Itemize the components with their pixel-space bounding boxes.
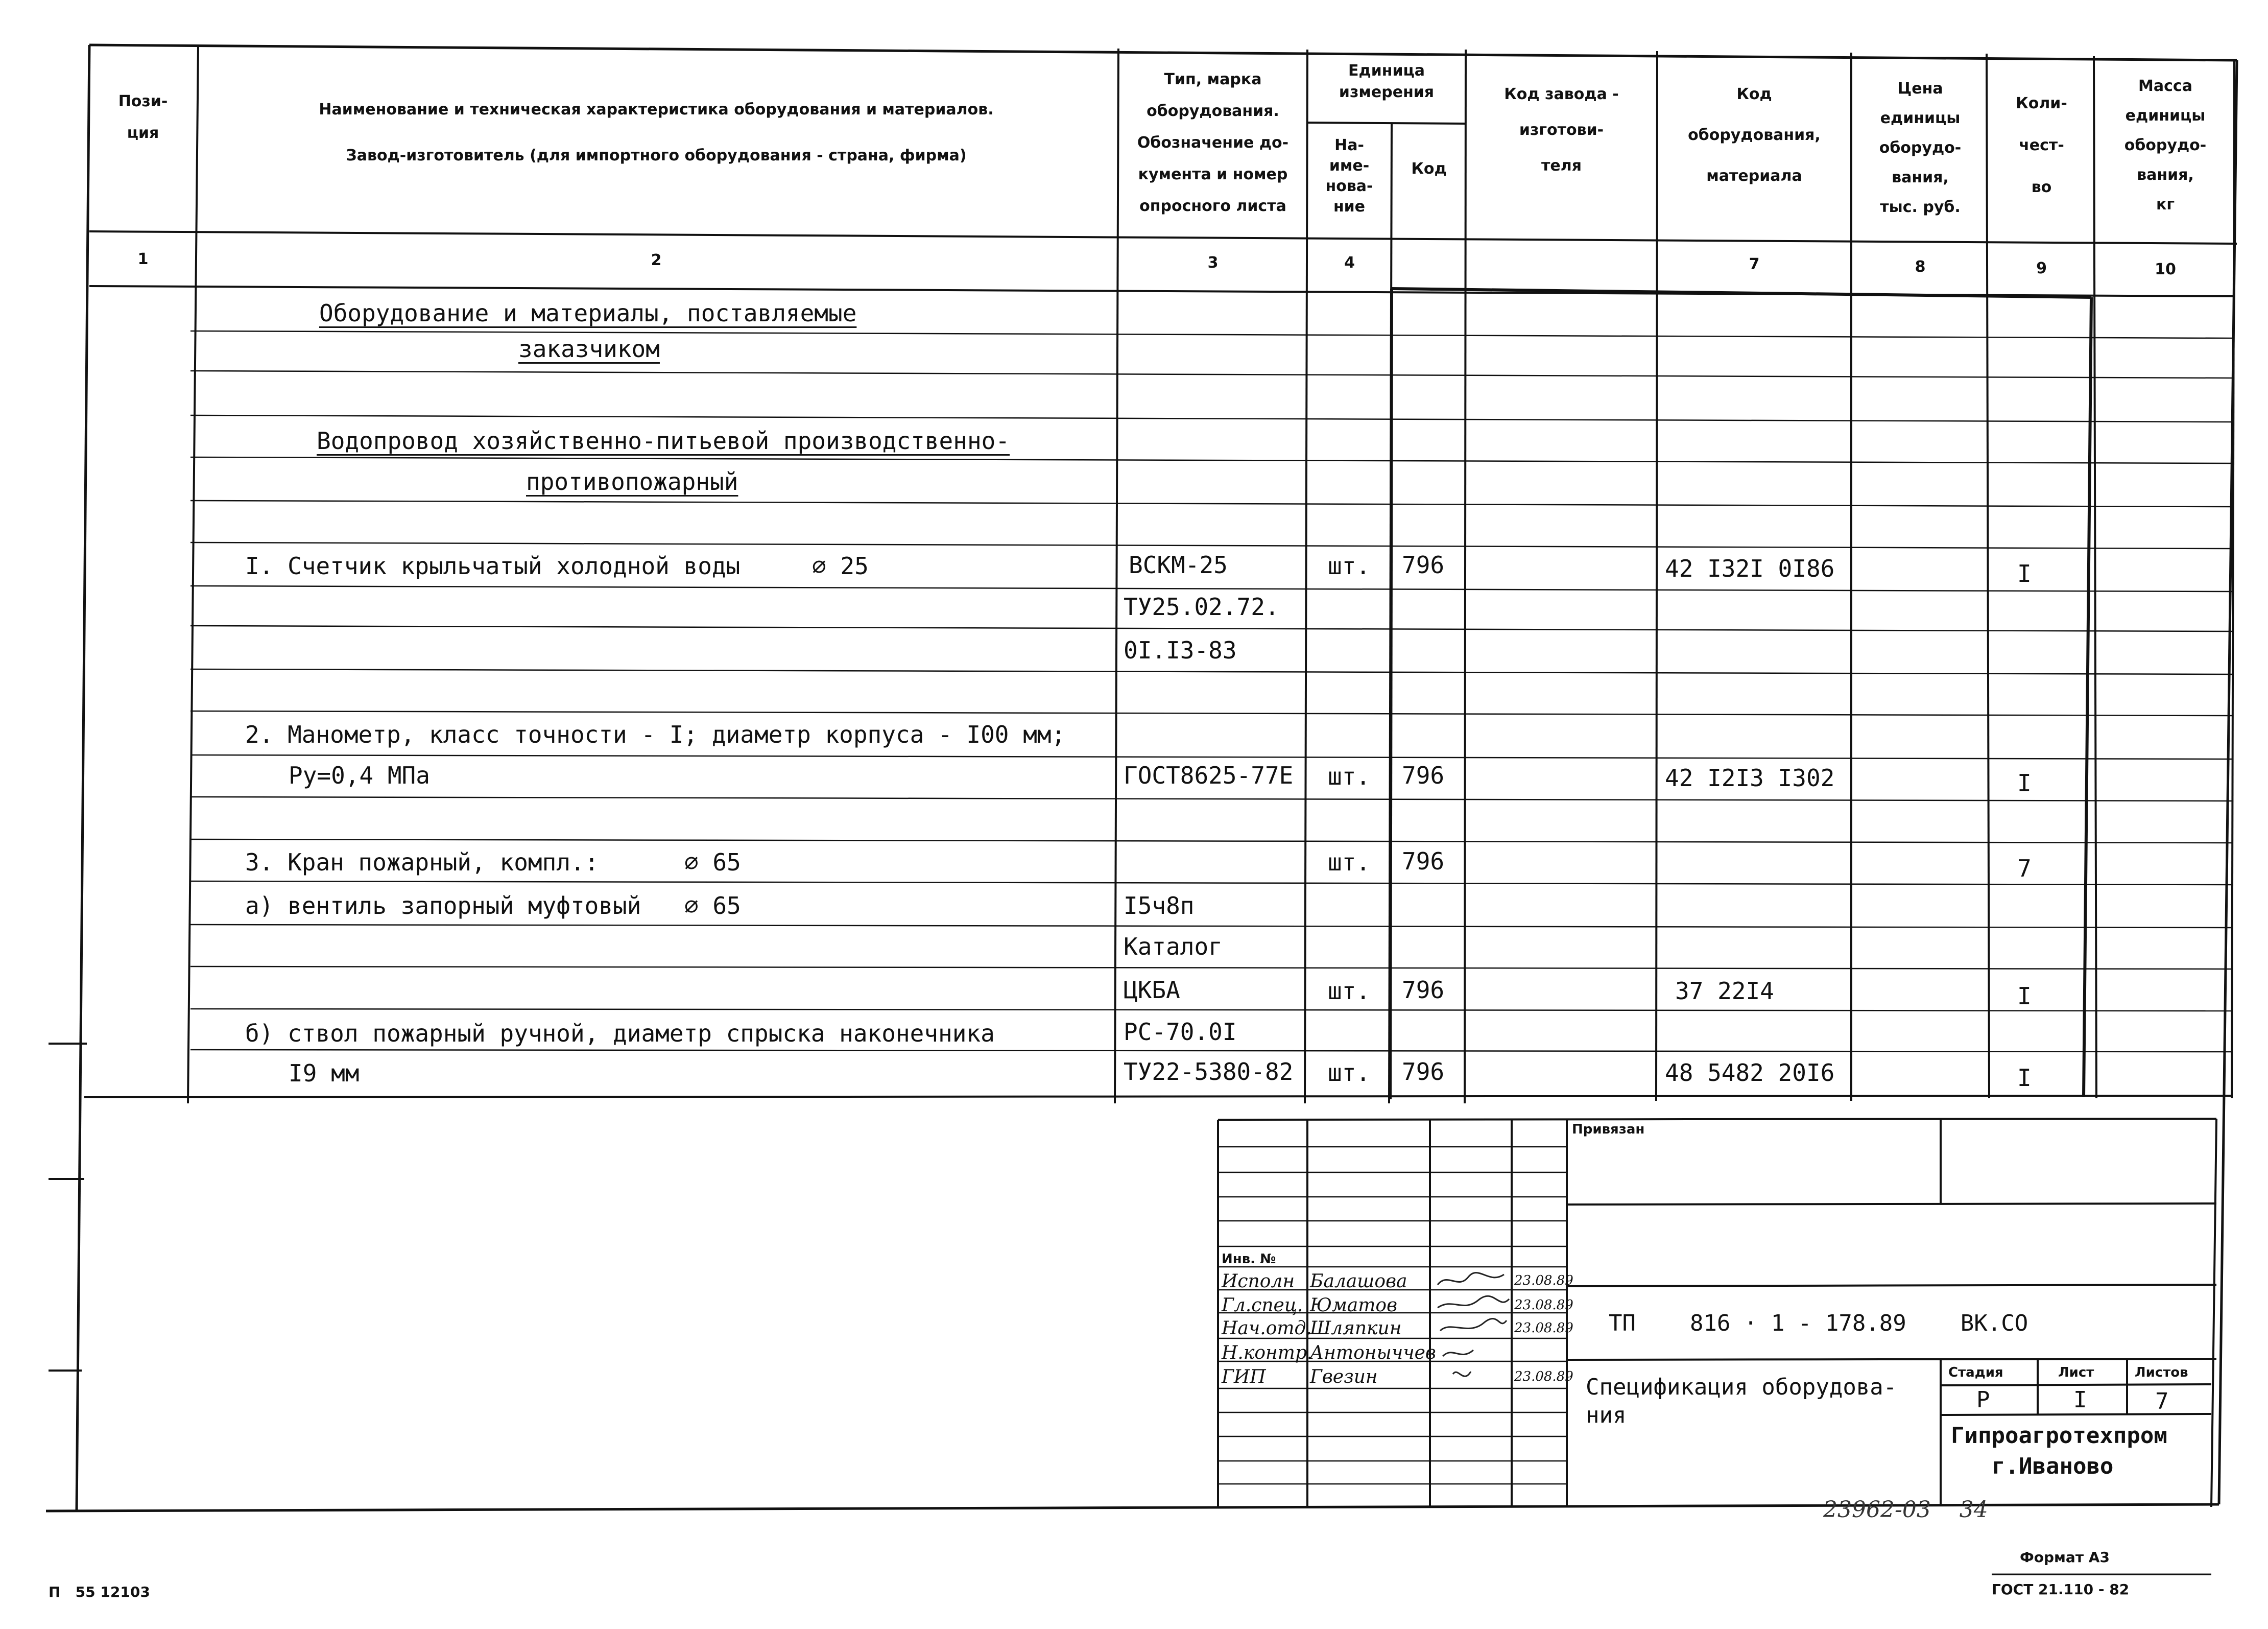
item3a-type-1: I5ч8п: [1124, 892, 1195, 919]
section-heading-water-supply-line1: Водопровод хозяйственно-питьевой производственно-: [317, 427, 1010, 455]
header-price-line1: Цена: [1897, 80, 1943, 98]
item3b-name-2: I9 мм: [289, 1059, 360, 1087]
signatures: [1433, 1269, 1514, 1392]
name-chief-engineer: Гвезин: [1310, 1366, 1378, 1387]
header-unit-name-line4: ние: [1333, 198, 1366, 216]
date-chief-engineer: 23.08.89: [1514, 1369, 1573, 1384]
col-number-10: 10: [2155, 261, 2176, 278]
header-unit-group-line1: Единица: [1348, 62, 1425, 80]
document-title-line1: Спецификация оборудова-: [1586, 1374, 1897, 1400]
header-name-line2: Завод-изготовитель (для импортного оборудования - страна, фирма): [346, 147, 967, 164]
header-type-line3: Обозначение до-: [1137, 134, 1289, 152]
col-number-7: 7: [1749, 255, 1760, 273]
item3b-type-2: ТУ22-5380-82: [1124, 1058, 1294, 1085]
item2-type: ГОСТ8625-77Е: [1124, 762, 1294, 789]
item2-quantity: I: [2017, 769, 2032, 797]
col-number-9: 9: [2036, 259, 2047, 277]
item2-unit-code: 796: [1402, 762, 1445, 789]
item3-diameter: ⌀ 65: [684, 848, 741, 876]
archive-stamp: П 55 12103: [49, 1584, 150, 1600]
header-unit-code: Код: [1411, 160, 1447, 178]
item1-name: I. Счетчик крыльчатый холодной воды: [245, 552, 741, 580]
header-mass-line2: единицы: [2125, 107, 2206, 125]
item3a-name: а) вентиль запорный муфтовый: [245, 892, 641, 919]
role-chief-specialist: Гл.спец.: [1222, 1295, 1303, 1316]
header-quantity: [1989, 82, 2094, 209]
header-factory-code-line3: теля: [1541, 157, 1582, 175]
section-heading-customer-supply-line1: Оборудование и материалы, поставляемые: [319, 299, 857, 327]
header-name: [202, 92, 1111, 174]
organization-line1: Гипроагротехпром: [1951, 1423, 2167, 1449]
stage-value: Р: [1976, 1387, 1990, 1413]
item3a-diameter: ⌀ 65: [684, 892, 741, 919]
header-position: [97, 82, 189, 153]
header-mass: [2096, 69, 2234, 222]
section-heading-water-supply-line2: противопожарный: [526, 468, 738, 495]
item1-diameter: ⌀ 25: [812, 552, 869, 580]
item3b-name: б) ствол пожарный ручной, диаметр спрыска наконечника: [245, 1020, 995, 1047]
header-price-line3: оборудо-: [1879, 139, 1962, 157]
col-number-1: 1: [137, 250, 149, 268]
header-unit-name-line2: име-: [1329, 157, 1370, 175]
header-mass-line4: вания,: [2137, 166, 2194, 184]
date-chief-specialist: 23.08.89: [1514, 1297, 1573, 1313]
col-number-8: 8: [1915, 258, 1926, 276]
header-unit-name-line1: На-: [1334, 136, 1364, 154]
sheet-value: I: [2073, 1387, 2087, 1413]
item3a-unit-code: 796: [1402, 976, 1445, 1004]
item1-quantity: I: [2017, 560, 2032, 587]
header-material-code-line3: материала: [1706, 167, 1802, 185]
item3b-unit: шт.: [1328, 1059, 1371, 1087]
gost-reference: ГОСТ 21.110 - 82: [1992, 1581, 2130, 1598]
header-mass-line5: кг: [2156, 196, 2175, 214]
item3a-type-3: ЦКБА: [1124, 976, 1180, 1004]
sheet-label: Лист: [2058, 1365, 2094, 1380]
section-heading-customer-supply-line2: заказчиком: [518, 335, 660, 363]
title-block-inventory-label: Инв. №: [1222, 1252, 1276, 1267]
stage-label: Стадия: [1948, 1365, 2003, 1380]
header-factory-code-line1: Код завода -: [1504, 85, 1619, 103]
organization-line2: г.Иваново: [1992, 1453, 2114, 1479]
header-material-code: [1660, 77, 1849, 194]
col-number-3: 3: [1207, 254, 1219, 272]
header-mass-line3: оборудо-: [2124, 136, 2207, 154]
header-type-line4: кумента и номер: [1138, 166, 1288, 183]
item1-unit-code: 796: [1402, 551, 1445, 579]
role-norm-control: Н.контр.: [1222, 1342, 1313, 1363]
item1-unit: шт.: [1328, 552, 1371, 580]
name-dept-head: Шляпкин: [1310, 1318, 1402, 1339]
item3b-type-1: РС-70.0I: [1124, 1018, 1237, 1046]
item2-material-code: 42 I2I3 I302: [1665, 764, 1835, 792]
header-quantity-line1: Коли-: [2016, 95, 2067, 112]
col-number-4: 4: [1344, 254, 1355, 272]
header-price-line5: тыс. руб.: [1880, 198, 1961, 216]
header-type-line1: Тип, марка: [1164, 70, 1262, 88]
date-executor: 23.08.89: [1514, 1273, 1573, 1288]
header-quantity-line3: во: [2031, 178, 2052, 196]
header-position-line2: ция: [127, 124, 159, 142]
item3b-material-code: 48 5482 20I6: [1665, 1059, 1835, 1087]
name-norm-control: Антоныччев: [1310, 1342, 1436, 1363]
header-price-line4: вания,: [1892, 169, 1949, 186]
header-mass-line1: Масса: [2138, 77, 2192, 95]
header-unit-group: [1310, 54, 1463, 110]
item3-name: 3. Кран пожарный, компл.:: [245, 848, 599, 876]
header-price: [1854, 72, 1987, 225]
item2-name: 2. Манометр, класс точности - I; диаметр корпуса - I00 мм;: [245, 721, 1066, 748]
header-factory-code-line2: изготови-: [1519, 121, 1604, 139]
document-code: ТП 816 · 1 - 178.89 ВК.СО: [1609, 1310, 2028, 1336]
item2-unit: шт.: [1328, 763, 1371, 790]
header-type: [1121, 59, 1305, 227]
item3b-quantity: I: [2017, 1064, 2032, 1092]
sheets-label: Листов: [2135, 1365, 2188, 1380]
header-unit-name-line3: нова-: [1325, 177, 1373, 195]
role-dept-head: Нач.отд.: [1222, 1318, 1312, 1339]
item3a-material-code: 37 22I4: [1675, 977, 1774, 1005]
item3-unit-code: 796: [1402, 847, 1445, 875]
header-quantity-line2: чест-: [2019, 136, 2064, 154]
sheet-format: Формат А3: [2020, 1549, 2110, 1566]
header-type-line2: оборудования.: [1147, 102, 1279, 120]
role-executor: Исполн: [1222, 1271, 1295, 1292]
item3a-type-2: Каталог: [1124, 933, 1223, 960]
col-number-2: 2: [651, 251, 662, 269]
header-unit-group-line2: измерения: [1339, 83, 1435, 101]
handwritten-archive-number: 23962-03 34: [1823, 1497, 1988, 1523]
header-type-line5: опросного листа: [1139, 197, 1286, 215]
document-title-line2: ния: [1586, 1402, 1627, 1428]
item3b-unit-code: 796: [1402, 1058, 1445, 1085]
header-factory-code: [1468, 72, 1655, 189]
header-unit-name: [1308, 125, 1390, 227]
item1-material-code: 42 I32I 0I86: [1665, 555, 1835, 582]
item3a-unit: шт.: [1328, 977, 1371, 1005]
item1-type-3: 0I.I3-83: [1124, 636, 1237, 664]
item3-unit: шт.: [1328, 848, 1371, 876]
title-block-linked-label: Привязан: [1572, 1122, 1645, 1137]
header-price-line2: единицы: [1880, 109, 1961, 127]
name-chief-specialist: Юматов: [1310, 1295, 1398, 1316]
role-chief-engineer: ГИП: [1222, 1366, 1266, 1387]
item2-name-2: Ру=0,4 МПа: [289, 762, 430, 789]
header-material-code-line2: оборудования,: [1688, 126, 1821, 144]
header-name-line1: Наименование и техническая характеристика оборудования и материалов.: [319, 101, 994, 119]
item3a-quantity: I: [2017, 982, 2032, 1010]
item3-quantity: 7: [2017, 855, 2032, 882]
header-material-code-line1: Код: [1736, 85, 1772, 103]
item1-type-2: ТУ25.02.72.: [1124, 593, 1279, 621]
name-executor: Балашова: [1310, 1271, 1407, 1292]
date-dept-head: 23.08.89: [1514, 1320, 1573, 1336]
header-position-line1: Пози-: [118, 92, 168, 110]
sheets-value: 7: [2155, 1388, 2169, 1414]
item1-type-1: ВСКМ-25: [1129, 551, 1228, 579]
